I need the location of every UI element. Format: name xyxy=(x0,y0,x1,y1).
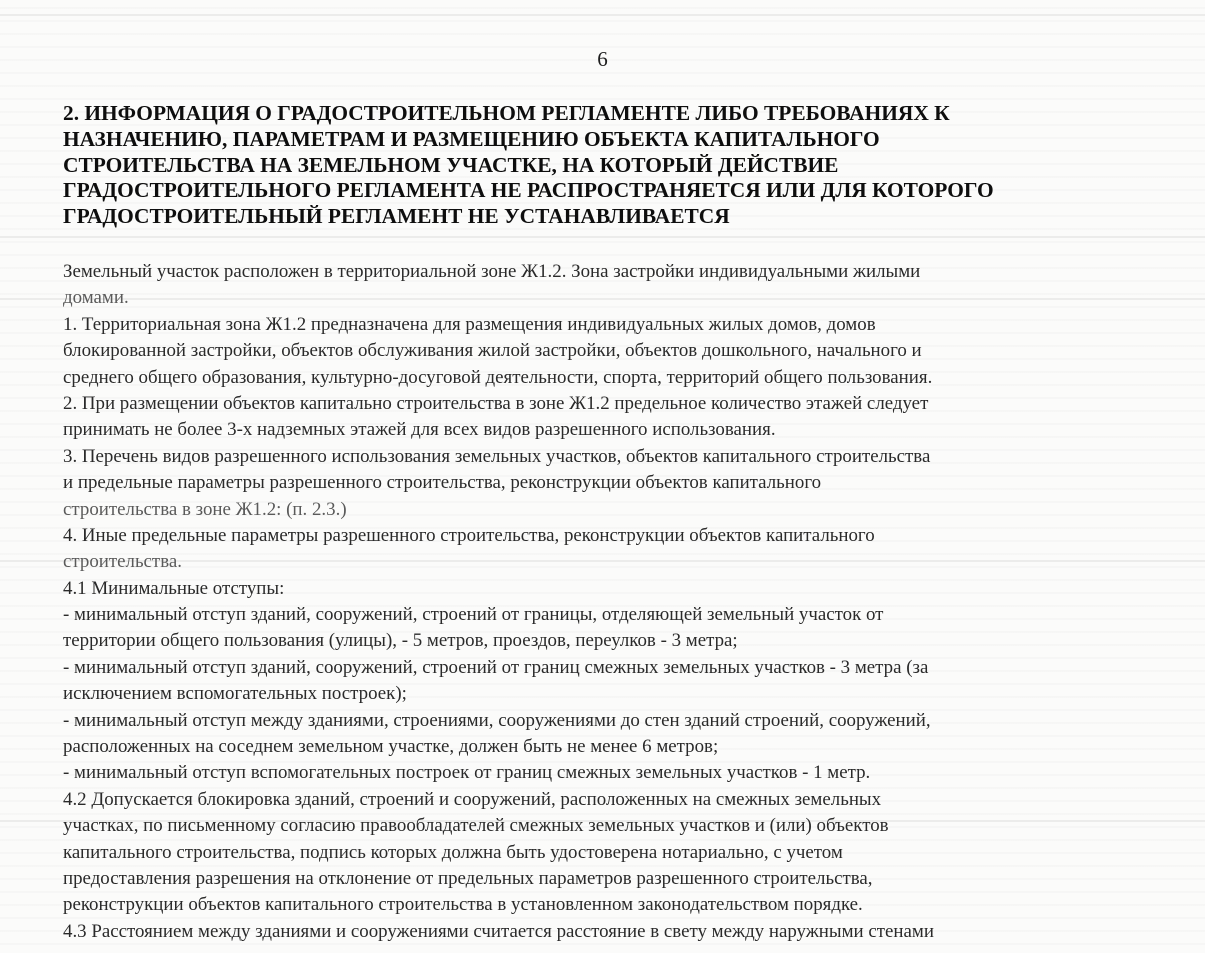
body-line: предоставления разрешения на отклонение от предельных параметров разрешенного строительства, xyxy=(63,867,873,889)
body-line: реконструкции объектов капитального строительства в установленном законодательством порядке. xyxy=(63,894,863,916)
heading-line: СТРОИТЕЛЬСТВА НА ЗЕМЕЛЬНОМ УЧАСТКЕ, НА КОТОРЫЙ ДЕЙСТВИЕ xyxy=(63,152,839,177)
body-line: домами. xyxy=(63,287,129,309)
body-line: капитального строительства, подпись которых должна быть удостоверена нотариально, с учетом xyxy=(63,841,843,863)
body-line: 2. При размещении объектов капитально строительства в зоне Ж1.2 предельное количество этажей следует xyxy=(63,392,929,414)
body-line: и предельные параметры разрешенного строительства, реконструкции объектов капитального xyxy=(63,472,822,494)
page-number: 6 xyxy=(597,47,608,71)
body-line: территории общего пользования (улицы), - 5 метров, проездов, переулков - 3 метра; xyxy=(63,630,738,652)
body-line: блокированной застройки, объектов обслуживания жилой застройки, объектов дошкольного, начального и xyxy=(63,340,922,362)
heading-line: НАЗНАЧЕНИЮ, ПАРАМЕТРАМ И РАЗМЕЩЕНИЮ ОБЪЕКТА КАПИТАЛЬНОГО xyxy=(63,126,880,151)
body-text xyxy=(63,259,1183,945)
scan-line xyxy=(0,14,1205,16)
body-line: принимать не более 3-х надземных этажей для всех видов разрешенного использования. xyxy=(63,419,776,441)
body-line: строительства в зоне Ж1.2: (п. 2.3.) xyxy=(63,498,347,520)
body-line: исключением вспомогательных построек); xyxy=(63,683,407,705)
body-line: 3. Перечень видов разрешенного использования земельных участков, объектов капитального строительства xyxy=(63,445,931,467)
body-line: среднего общего образования, культурно-досуговой деятельности, спорта, территорий общего пользования. xyxy=(63,366,933,388)
heading-line: 2. ИНФОРМАЦИЯ О ГРАДОСТРОИТЕЛЬНОМ РЕГЛАМЕНТЕ ЛИБО ТРЕБОВАНИЯХ К xyxy=(63,101,950,125)
body-line: - минимальный отступ зданий, сооружений, строений от границы, отделяющей земельный участок от xyxy=(63,604,884,626)
body-line: 4.2 Допускается блокировка зданий, строений и сооружений, расположенных на смежных земельных xyxy=(63,788,882,810)
body-line: 4.3 Расстоянием между зданиями и сооружениями считается расстояние в свету между наружными стенами xyxy=(63,920,934,942)
body-line: - минимальный отступ зданий, сооружений, строений от границ смежных земельных участков - 3 метра (за xyxy=(63,656,929,678)
body-line: - минимальный отступ вспомогательных построек от границ смежных земельных участков - 1 метр. xyxy=(63,762,871,784)
body-line: 1. Территориальная зона Ж1.2 предназначена для размещения индивидуальных жилых домов, домов xyxy=(63,313,876,335)
body-line: 4. Иные предельные параметры разрешенного строительства, реконструкции объектов капитального xyxy=(63,524,875,546)
body-line: 4.1 Минимальные отступы: xyxy=(63,577,285,599)
heading-line: ГРАДОСТРОИТЕЛЬНОГО РЕГЛАМЕНТА НЕ РАСПРОСТРАНЯЕТСЯ ИЛИ ДЛЯ КОТОРОГО xyxy=(63,178,994,203)
heading-line: ГРАДОСТРОИТЕЛЬНЫЙ РЕГЛАМЕНТ НЕ УСТАНАВЛИВАЕТСЯ xyxy=(63,204,730,229)
section-heading xyxy=(63,101,1143,230)
body-line: Земельный участок расположен в территориальной зоне Ж1.2. Зона застройки индивидуальными жилыми xyxy=(63,261,921,282)
body-line: расположенных на соседнем земельном участке, должен быть не менее 6 метров; xyxy=(63,736,719,758)
body-line: - минимальный отступ между зданиями, строениями, сооружениями до стен зданий строений, сооружений, xyxy=(63,709,931,731)
scan-line xyxy=(0,236,1205,238)
body-line: строительства. xyxy=(63,551,182,573)
body-line: участках, по письменному согласию правообладателей смежных земельных участков и (или) объектов xyxy=(63,815,889,837)
